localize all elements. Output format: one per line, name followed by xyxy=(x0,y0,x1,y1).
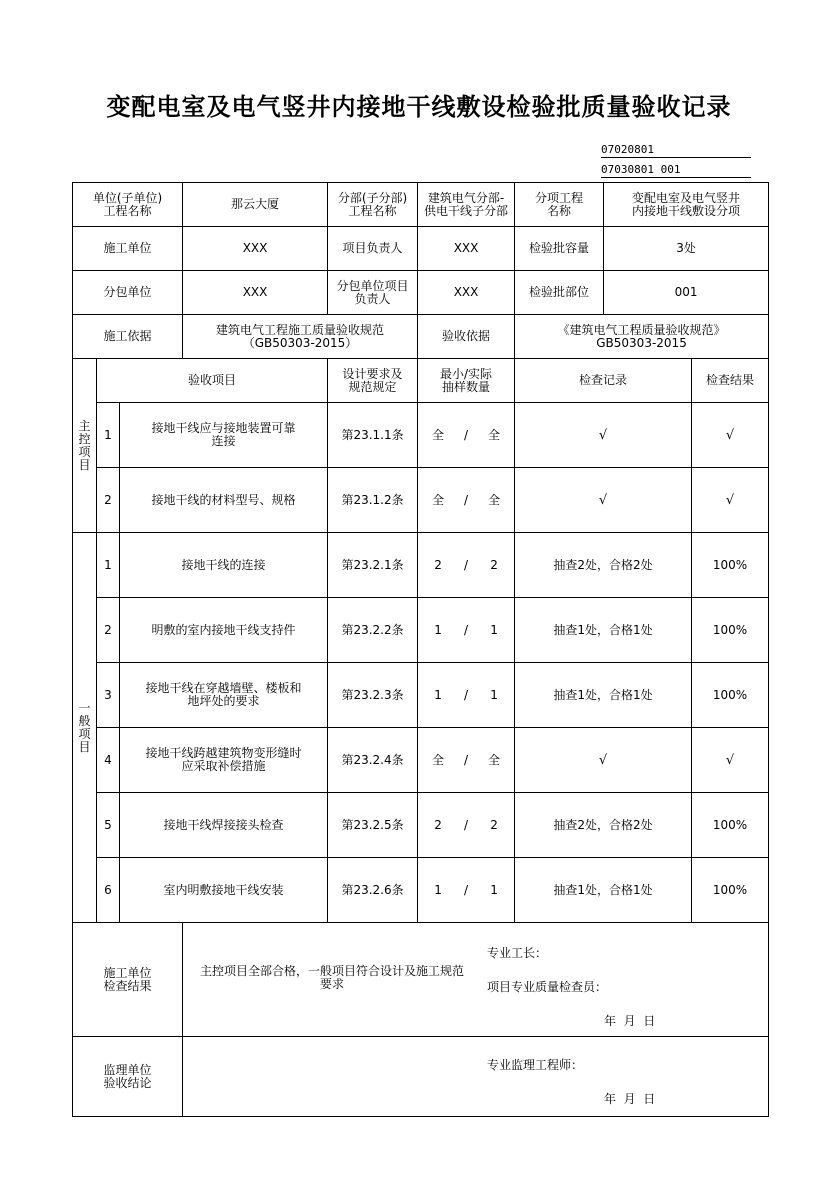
supervision-check-label: 监理单位 验收结论 xyxy=(73,1037,183,1117)
row-sample: 全 / 全 xyxy=(418,468,515,533)
table-row xyxy=(73,728,769,793)
sub-item-label: 分项工程 名称 xyxy=(515,183,604,227)
row-number: 5 xyxy=(97,793,120,858)
page-title: 变配电室及电气竖井内接地干线敷设检验批质量验收记录 xyxy=(106,93,732,121)
sub-item-value: 变配电室及电气竖井 内接地干线敷设分项 xyxy=(604,183,769,227)
row-spec: 第23.1.2条 xyxy=(328,468,418,533)
table-row xyxy=(73,403,769,468)
construction-conclusion: 主控项目全部合格，一般项目符合设计及施工规范 要求 xyxy=(200,964,465,991)
row-number: 3 xyxy=(97,663,120,728)
row-sample: 1 / 1 xyxy=(418,663,515,728)
row-description: 接地干线跨越建筑物变形缝时 应采取补偿措施 xyxy=(120,728,328,793)
row-number: 1 xyxy=(97,403,120,468)
row-sample: 2 / 2 xyxy=(418,533,515,598)
acceptance-basis-value: 《建筑电气工程质量验收规范》 GB50303-2015 xyxy=(515,315,769,359)
table-row xyxy=(73,533,769,598)
batch-capacity-label: 检验批容量 xyxy=(515,227,604,271)
row-result: 100% xyxy=(692,793,769,858)
row-number: 2 xyxy=(97,468,120,533)
construction-basis-value: 建筑电气工程施工质量验收规范 （GB50303-2015） xyxy=(183,315,418,359)
form-code-2: 07030801 001 xyxy=(601,163,751,178)
batch-capacity-value: 3处 xyxy=(604,227,769,271)
column-header-result: 检查结果 xyxy=(692,359,769,403)
row-record: √ xyxy=(515,728,692,793)
row-result: 100% xyxy=(692,663,769,728)
column-header-record: 检查记录 xyxy=(515,359,692,403)
foreman-signature-label: 专业工长： xyxy=(487,946,548,960)
table-row xyxy=(73,663,769,728)
contractor-value: XXX xyxy=(183,227,328,271)
row-spec: 第23.2.2条 xyxy=(328,598,418,663)
general-group-label: 一 般 项 目 xyxy=(73,533,97,923)
row-record: 抽查1处，合格1处 xyxy=(515,598,692,663)
row-description: 室内明敷接地干线安装 xyxy=(120,858,328,923)
row-result: 100% xyxy=(692,533,769,598)
form-code-1: 07020801 xyxy=(601,143,751,158)
row-description: 接地干线在穿越墙壁、楼板和 地坪处的要求 xyxy=(120,663,328,728)
row-spec: 第23.2.6条 xyxy=(328,858,418,923)
row-result: 100% xyxy=(692,598,769,663)
row-sample: 全 / 全 xyxy=(418,728,515,793)
row-result: √ xyxy=(692,728,769,793)
row-record: 抽查1处，合格1处 xyxy=(515,663,692,728)
row-spec: 第23.2.1条 xyxy=(328,533,418,598)
row-spec: 第23.2.3条 xyxy=(328,663,418,728)
batch-part-value: 001 xyxy=(604,271,769,315)
column-header-item: 验收项目 xyxy=(97,359,328,403)
row-record: √ xyxy=(515,468,692,533)
table-row xyxy=(73,468,769,533)
table-row xyxy=(73,858,769,923)
unit-name-value: 那云大厦 xyxy=(183,183,328,227)
quality-inspector-signature-label: 项目专业质量检查员： xyxy=(487,980,608,994)
supervision-engineer-signature-label: 专业监理工程师： xyxy=(487,1058,584,1072)
column-header-sample: 最小/实际 抽样数量 xyxy=(418,359,515,403)
construction-check-label: 施工单位 检查结果 xyxy=(73,923,183,1037)
construction-basis-label: 施工依据 xyxy=(73,315,183,359)
batch-part-label: 检验批部位 xyxy=(515,271,604,315)
unit-name-label: 单位(子单位) 工程名称 xyxy=(73,183,183,227)
subdivision-label: 分部(子分部) 工程名称 xyxy=(328,183,418,227)
row-record: 抽查2处，合格2处 xyxy=(515,793,692,858)
row-sample: 1 / 1 xyxy=(418,598,515,663)
main-control-group-label: 主 控 项 目 xyxy=(73,359,97,533)
row-sample: 2 / 2 xyxy=(418,793,515,858)
subcontractor-value: XXX xyxy=(183,271,328,315)
table-row xyxy=(73,598,769,663)
project-manager-value: XXX xyxy=(418,227,515,271)
acceptance-record-table xyxy=(72,182,769,1117)
construction-date: 年 月 日 xyxy=(604,1014,656,1028)
row-spec: 第23.1.1条 xyxy=(328,403,418,468)
column-header-spec: 设计要求及 规范规定 xyxy=(328,359,418,403)
row-result: √ xyxy=(692,468,769,533)
row-sample: 全 / 全 xyxy=(418,403,515,468)
contractor-label: 施工单位 xyxy=(73,227,183,271)
subdivision-value: 建筑电气分部- 供电干线子分部 xyxy=(418,183,515,227)
row-result: 100% xyxy=(692,858,769,923)
row-record: √ xyxy=(515,403,692,468)
row-number: 4 xyxy=(97,728,120,793)
row-number: 2 xyxy=(97,598,120,663)
row-description: 明敷的室内接地干线支持件 xyxy=(120,598,328,663)
subcontractor-label: 分包单位 xyxy=(73,271,183,315)
row-description: 接地干线应与接地装置可靠 连接 xyxy=(120,403,328,468)
row-description: 接地干线的连接 xyxy=(120,533,328,598)
subcontractor-pm-value: XXX xyxy=(418,271,515,315)
construction-check-content xyxy=(183,923,769,1037)
table-row xyxy=(73,793,769,858)
row-number: 1 xyxy=(97,533,120,598)
subcontractor-pm-label: 分包单位项目 负责人 xyxy=(328,271,418,315)
acceptance-basis-label: 验收依据 xyxy=(418,315,515,359)
row-number: 6 xyxy=(97,858,120,923)
row-spec: 第23.2.5条 xyxy=(328,793,418,858)
row-record: 抽查2处，合格2处 xyxy=(515,533,692,598)
row-description: 接地干线焊接接头检查 xyxy=(120,793,328,858)
row-record: 抽查1处，合格1处 xyxy=(515,858,692,923)
row-result: √ xyxy=(692,403,769,468)
row-spec: 第23.2.4条 xyxy=(328,728,418,793)
supervision-date: 年 月 日 xyxy=(604,1092,656,1106)
project-manager-label: 项目负责人 xyxy=(328,227,418,271)
supervision-check-content xyxy=(183,1037,769,1117)
row-description: 接地干线的材料型号、规格 xyxy=(120,468,328,533)
row-sample: 1 / 1 xyxy=(418,858,515,923)
